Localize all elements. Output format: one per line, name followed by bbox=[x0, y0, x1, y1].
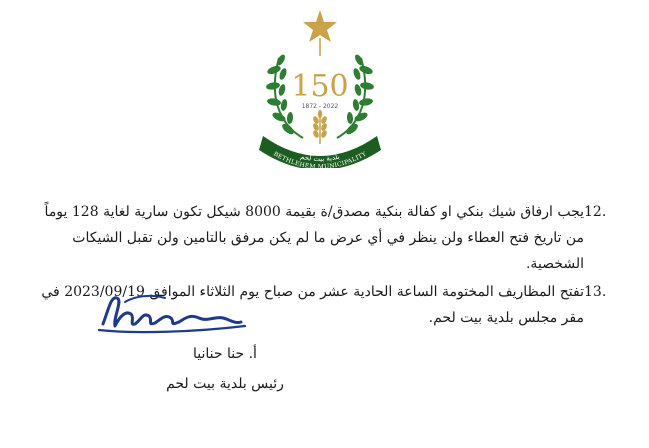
signature-graphic bbox=[95, 288, 250, 338]
svg-text:بلدية بيت لحم bbox=[300, 153, 341, 164]
emblem-english-name: BETHLEHEM MUNICIPALITY bbox=[272, 150, 368, 168]
emblem-years: 1872 - 2022 bbox=[301, 103, 339, 110]
list-item bbox=[36, 199, 620, 277]
signer-name: أ. حنا حنانيا bbox=[193, 346, 257, 362]
signer-title: رئيس بلدية بيت لحم bbox=[166, 376, 284, 392]
star-icon bbox=[303, 10, 337, 42]
signature bbox=[95, 288, 250, 338]
item-number: 13. bbox=[584, 284, 607, 300]
emblem-arabic-name: بلدية بيت لحم bbox=[299, 152, 341, 164]
municipality-emblem bbox=[255, 8, 385, 168]
item-number: 12. bbox=[584, 204, 607, 220]
emblem-graphic bbox=[255, 8, 385, 168]
item-text: تفتح المظاريف المختومة الساعة الحادية عشر من صباح يوم الثلاثاء الموافق 2023/09/19 في مقر مجلس بلدية بيت لحم. bbox=[41, 284, 584, 326]
item-text: يجب ارفاق شيك بنكي او كفالة بنكية مصدق/ة بقيمة 8000 شيكل تكون سارية لغاية 128 يوماً من تاريخ فتح العطاء ولن ينظر في أي عرض ما لم يكن مرفق بالتامين ولن تقبل الشيكات الشخصية. bbox=[44, 204, 584, 272]
wheat-icon bbox=[312, 110, 328, 144]
emblem-number: 150 bbox=[291, 69, 349, 104]
